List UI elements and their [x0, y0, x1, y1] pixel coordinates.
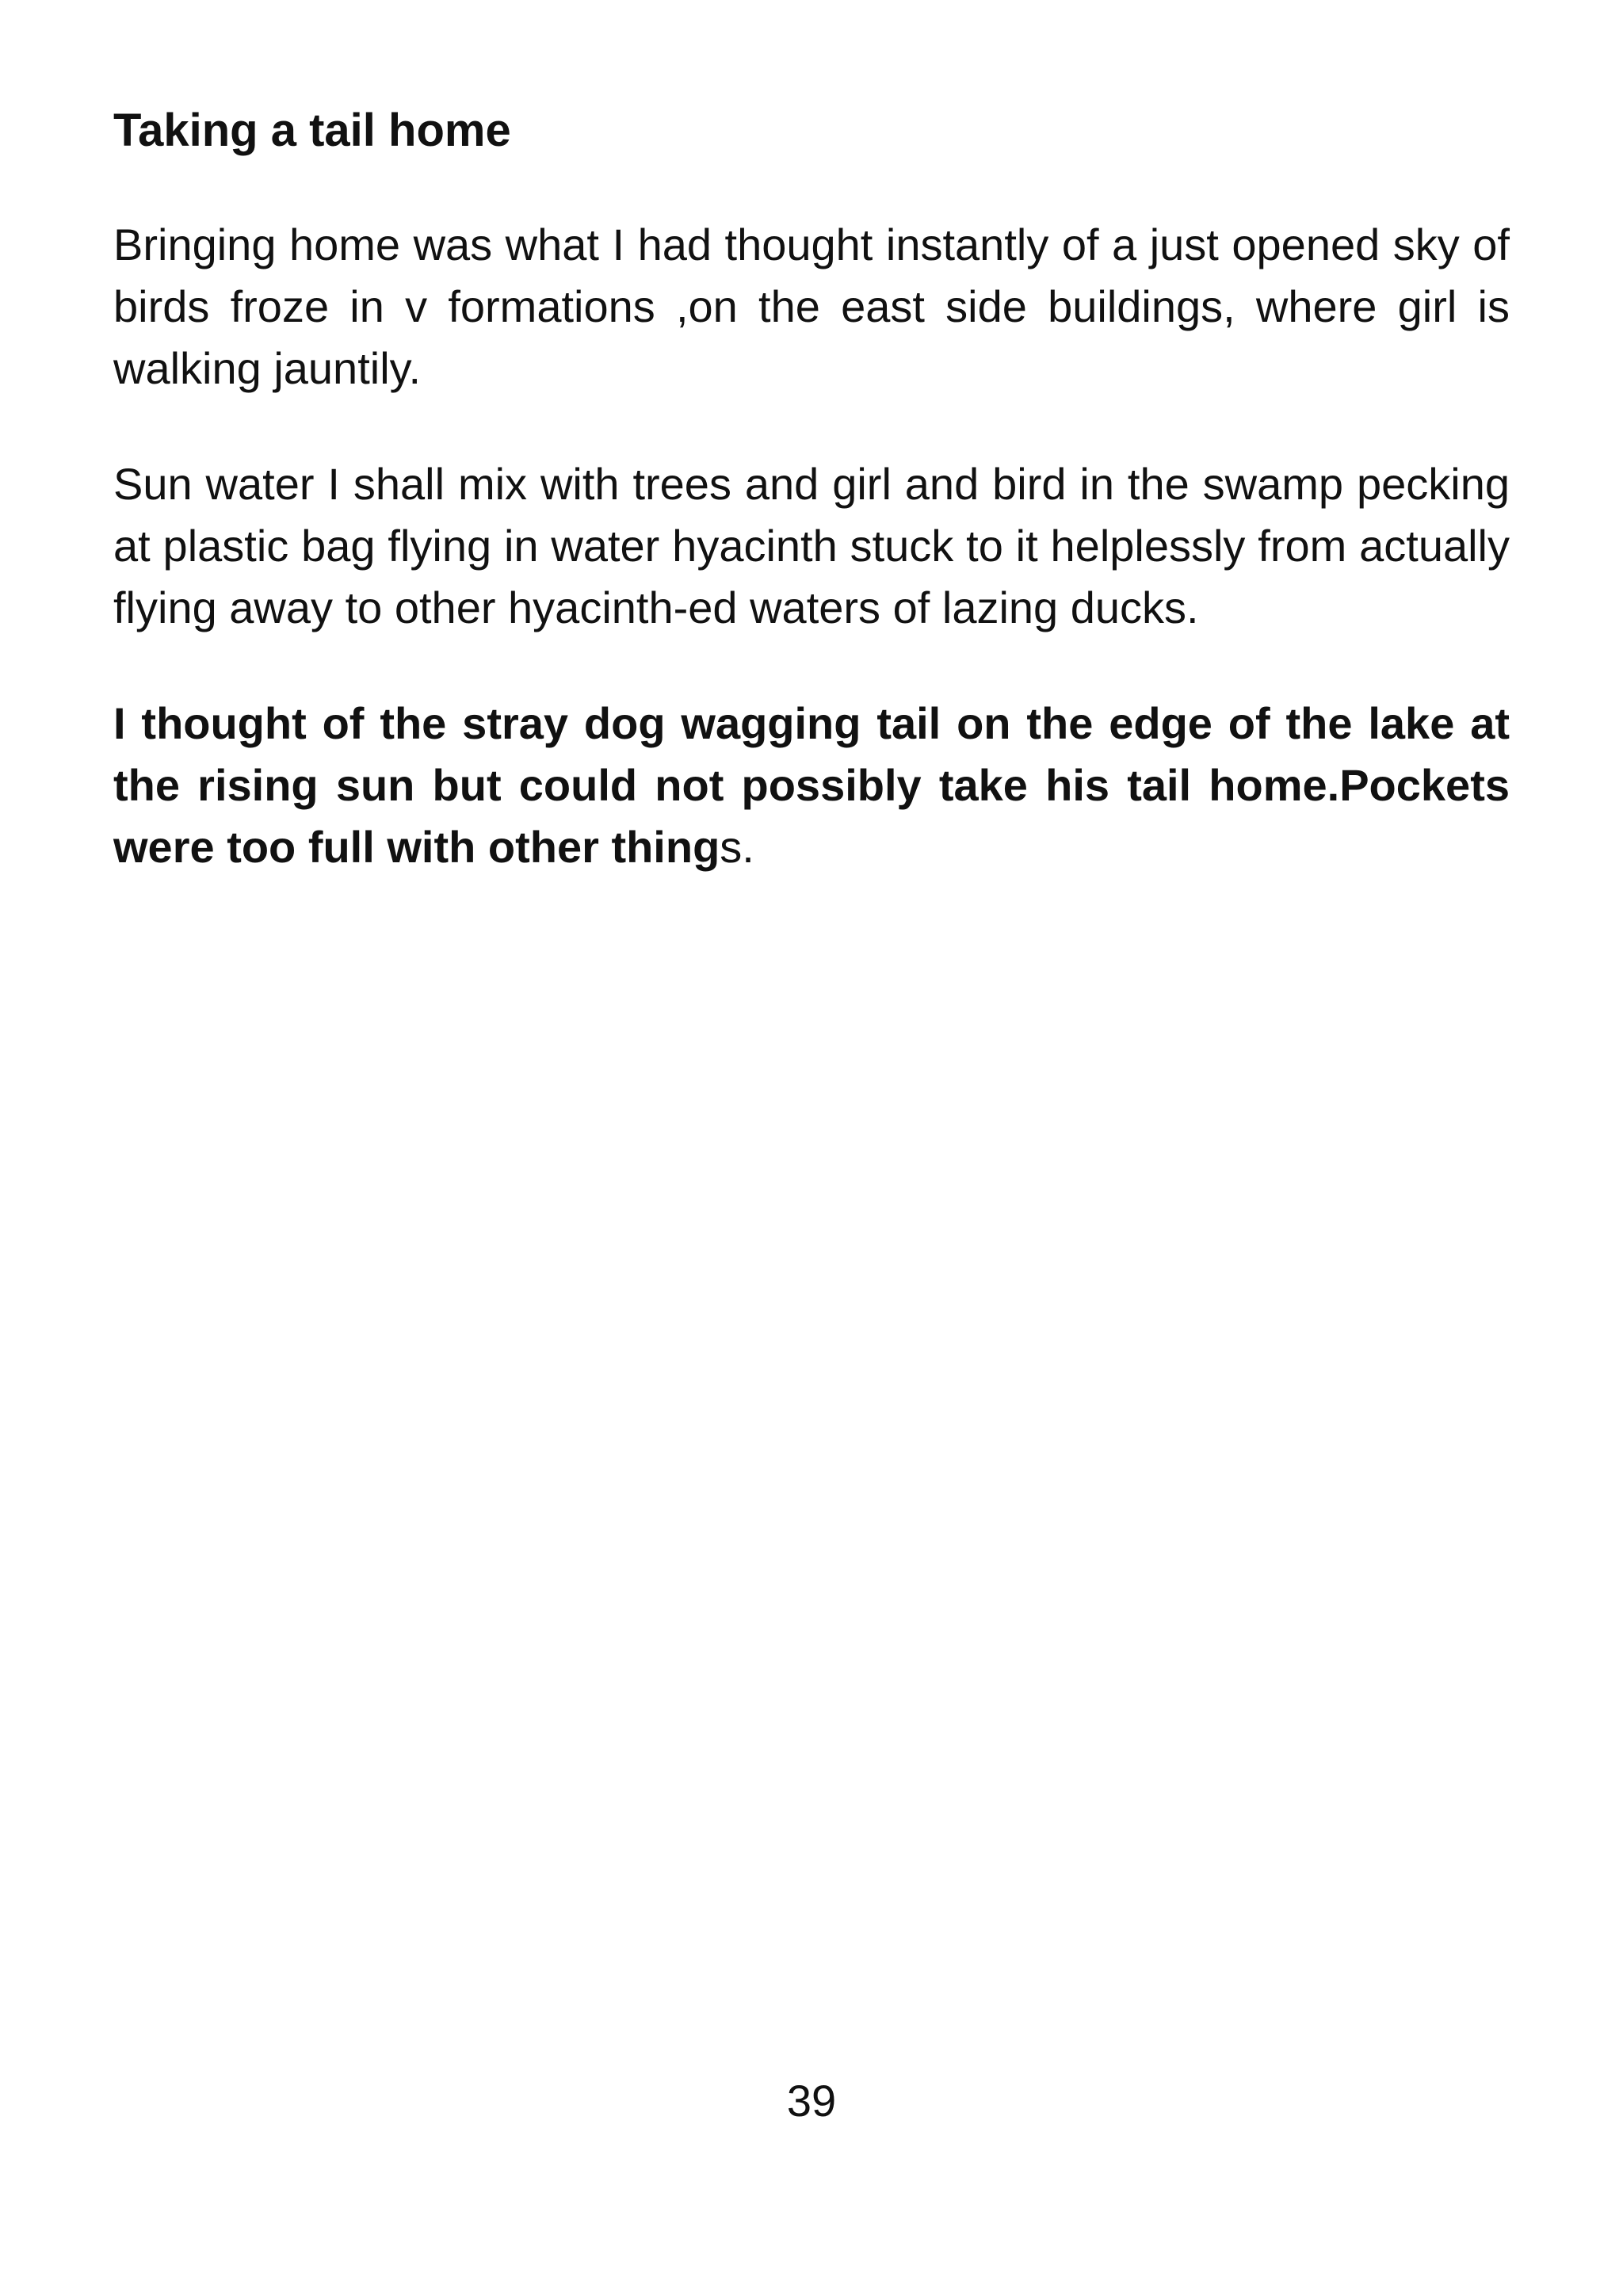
document-page: [113, 100, 1510, 932]
paragraph-3-bold-text: I thought of the stray dog wagging tail on the edge of the lake at the rising sun but could not possibly take his tail home.Pockets were too full with other thing: [113, 698, 1510, 872]
page-number: 39: [786, 2076, 837, 2126]
paragraph-3: [113, 693, 1510, 878]
paragraph-2: Sun water I shall mix with trees and girl and bird in the swamp pecking at plastic bag flying in water hyacinth stuck to it helplessly from actually flying away to other hyacinth-ed waters of lazing ducks.: [113, 459, 1510, 632]
paragraph-3-regular-tail: s.: [720, 822, 754, 872]
section-title: Taking a tail home: [113, 105, 511, 156]
paragraph-1: Bringing home was what I had thought instantly of a just opened sky of birds froze in v formations ,on the east side buildings, where girl is walking jauntily.: [113, 220, 1510, 393]
